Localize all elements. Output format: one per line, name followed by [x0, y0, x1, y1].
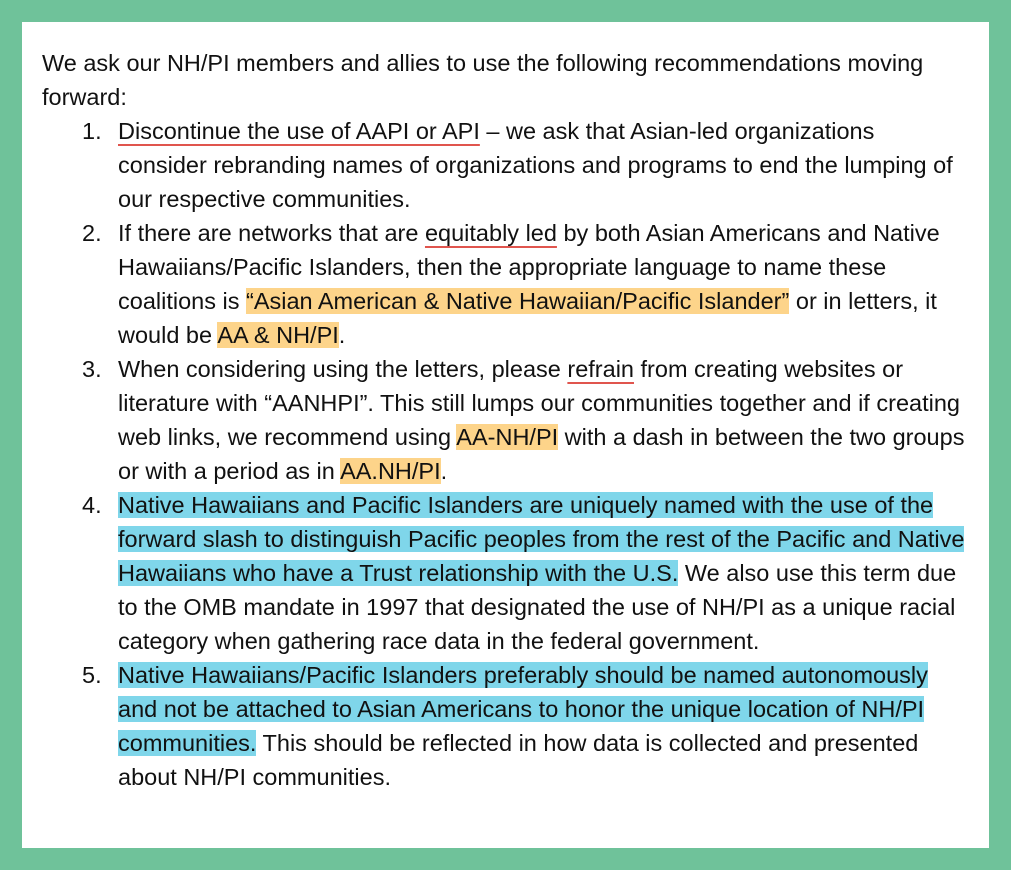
item-text: or in letters, it would be [118, 288, 937, 348]
list-item [42, 658, 969, 794]
item-text: – we ask that Asian-led organizations consider rebranding names of organizations and programs to end the lumping of our respective communities. [118, 118, 953, 212]
highlighted-text: AA.NH/PI [340, 458, 441, 484]
item-text: from creating websites or literature with “AANHPI”. This still lumps our communities together and if creating web links, we recommend using [118, 356, 960, 450]
list-item [42, 114, 969, 216]
list-item [42, 488, 969, 658]
underlined-text: equitably led [424, 220, 557, 246]
underlined-text: Discontinue the use of AAPI or API [118, 118, 480, 144]
item-text: If there are networks that are [118, 220, 425, 246]
item-number: 2. [82, 220, 102, 246]
underlined-text: refrain [567, 356, 634, 382]
list-item [42, 216, 969, 352]
intro-paragraph: We ask our NH/PI members and allies to use the following recommendations moving forward: [42, 50, 924, 110]
item-number: 5. [82, 662, 102, 688]
highlighted-text: AA-NH/PI [456, 424, 559, 450]
document-panel [22, 22, 989, 848]
item-text: We also use this term due to the OMB mandate in 1997 that designated the use of NH/PI as a unique racial category when gathering race data in the federal government. [118, 560, 957, 654]
item-number: 3. [82, 356, 102, 382]
list-item [42, 352, 969, 488]
item-text: by both Asian Americans and Native Hawaiians/Pacific Islanders, then the appropriate language to name these coalitions is [118, 220, 940, 314]
item-text: . [440, 458, 448, 484]
item-number: 1. [82, 118, 102, 144]
item-text: with a dash in between the two groups or with a period as in [118, 424, 965, 484]
highlighted-text: AA & NH/PI [217, 322, 339, 348]
highlighted-text: Native Hawaiians and Pacific Islanders are uniquely named with the use of the forward slash to distinguish Pacific peoples from the rest of the Pacific and Native Hawaiians who have a Trust relationship with the U.S. [118, 492, 965, 586]
highlighted-text: Native Hawaiians/Pacific Islanders preferably should be named autonomously and not be attached to Asian Americans to honor the unique location of NH/PI communities. [118, 662, 928, 756]
highlighted-text: “Asian American & Native Hawaiian/Pacific Islander” [246, 288, 790, 314]
item-number: 4. [82, 492, 102, 518]
recommendations-list [42, 114, 969, 794]
item-text: This should be reflected in how data is collected and presented about NH/PI communities. [118, 730, 919, 790]
item-text: . [338, 322, 346, 348]
item-text: When considering using the letters, please [118, 356, 568, 382]
